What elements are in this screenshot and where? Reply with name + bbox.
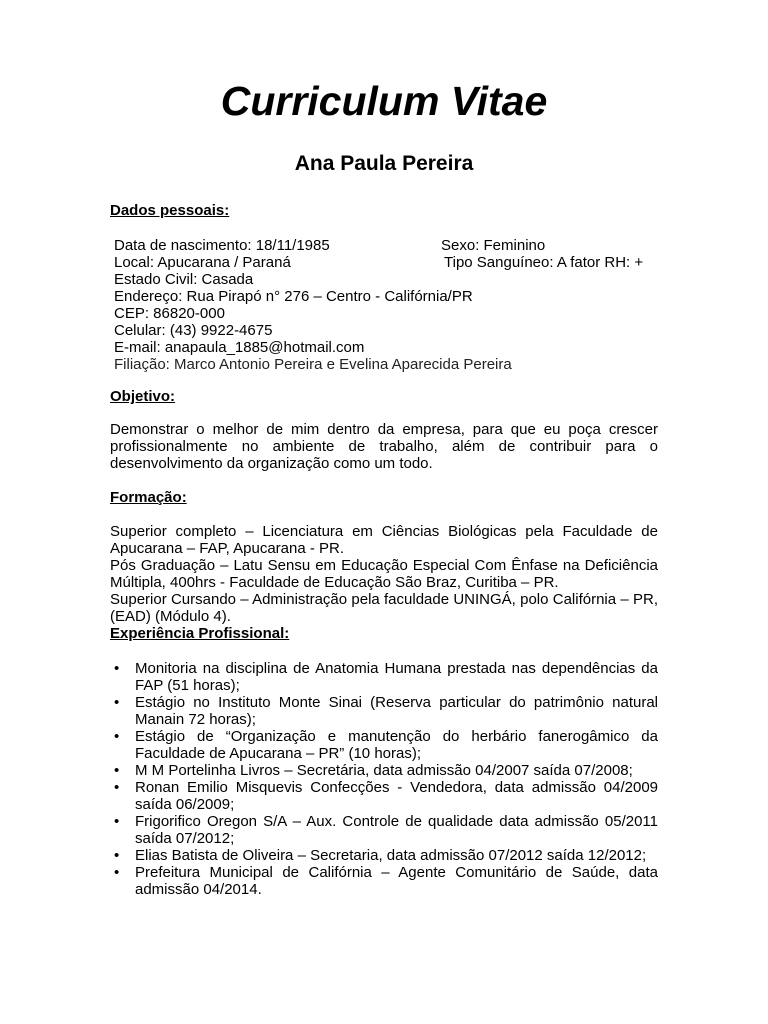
personal-data-heading: Dados pessoais: [110,202,230,219]
personal-row-1 [114,237,658,254]
phone: Celular: (43) 9922-4675 [114,322,273,339]
candidate-name: Ana Paula Pereira [294,152,474,175]
experience-item [110,779,658,813]
objective-text: Demonstrar o melhor de mim dentro da empresa, para que eu poça crescer profissionalmente no ambiente de trabalho, além de contribuir para o desenvolvimento da organização como um todo. [110,421,658,472]
experience-text: Estágio de “Organização e manutenção do herbário fanerogâmico da Faculdade de Apucarana – PR” (10 horas); [135,728,658,762]
parents: Filiação: Marco Antonio Pereira e Evelina Aparecida Pereira [114,356,512,373]
experience-item [110,728,658,762]
experience-item [110,847,658,864]
bullet-icon: • [114,813,120,830]
blood-type: Tipo Sanguíneo: A fator RH: + [444,254,644,271]
experience-item [110,694,658,728]
experience-text: Frigorifico Oregon S/A – Aux. Controle de qualidade data admissão 05/2011 saída 07/2012; [135,813,658,847]
resume-content [110,200,658,898]
education-section [110,523,658,625]
experience-text: Estágio no Instituto Monte Sinai (Reserva particular do patrimônio natural Manain 72 horas); [135,694,658,728]
birth-place: Local: Apucarana / Paraná [114,254,291,271]
sex: Sexo: Feminino [441,237,546,254]
experience-list [110,660,658,898]
bullet-icon: • [114,728,120,745]
bullet-icon: • [114,660,120,677]
bullet-icon: • [114,864,120,881]
bullet-icon: • [114,847,120,864]
education-item: Superior Cursando – Administração pela faculdade UNINGÁ, polo Califórnia – PR, (EAD) (Módulo 4). [110,591,658,625]
birth-date: Data de nascimento: 18/11/1985 [114,237,330,254]
experience-item [110,813,658,847]
email: E-mail: anapaula_1885@hotmail.com [114,339,365,356]
experience-heading: Experiência Profissional: [110,625,290,642]
experience-text: Ronan Emilio Misquevis Confecções - Vendedora, data admissão 04/2009 saída 06/2009; [135,779,658,813]
document-title: Curriculum Vitae [220,78,548,124]
personal-data-section [110,237,658,373]
education-heading: Formação: [110,489,187,506]
bullet-icon: • [114,762,120,779]
experience-text: Elias Batista de Oliveira – Secretaria, data admissão 07/2012 saída 12/2012; [135,847,647,864]
experience-text: Monitoria na disciplina de Anatomia Humana prestada nas dependências da FAP (51 horas); [135,660,658,694]
personal-row-2 [114,254,658,271]
experience-item [110,762,658,779]
objective-heading: Objetivo: [110,388,176,405]
experience-item [110,864,658,898]
education-item: Pós Graduação – Latu Sensu em Educação Especial Com Ênfase na Deficiência Múltipla, 400hrs - Faculdade de Educação São Braz, Curitiba – PR. [110,557,658,591]
experience-item [110,660,658,694]
education-item: Superior completo – Licenciatura em Ciências Biológicas pela Faculdade de Apucarana – FAP, Apucarana - PR. [110,523,658,557]
address: Endereço: Rua Pirapó n° 276 – Centro - Califórnia/PR [114,288,473,305]
postal-code: CEP: 86820-000 [114,305,225,322]
civil-status: Estado Civil: Casada [114,271,254,288]
experience-text: M M Portelinha Livros – Secretária, data admissão 04/2007 saída 07/2008; [135,762,633,779]
bullet-icon: • [114,694,120,711]
bullet-icon: • [114,779,120,796]
experience-text: Prefeitura Municipal de Califórnia – Agente Comunitário de Saúde, data admissão 04/2014. [135,864,658,898]
